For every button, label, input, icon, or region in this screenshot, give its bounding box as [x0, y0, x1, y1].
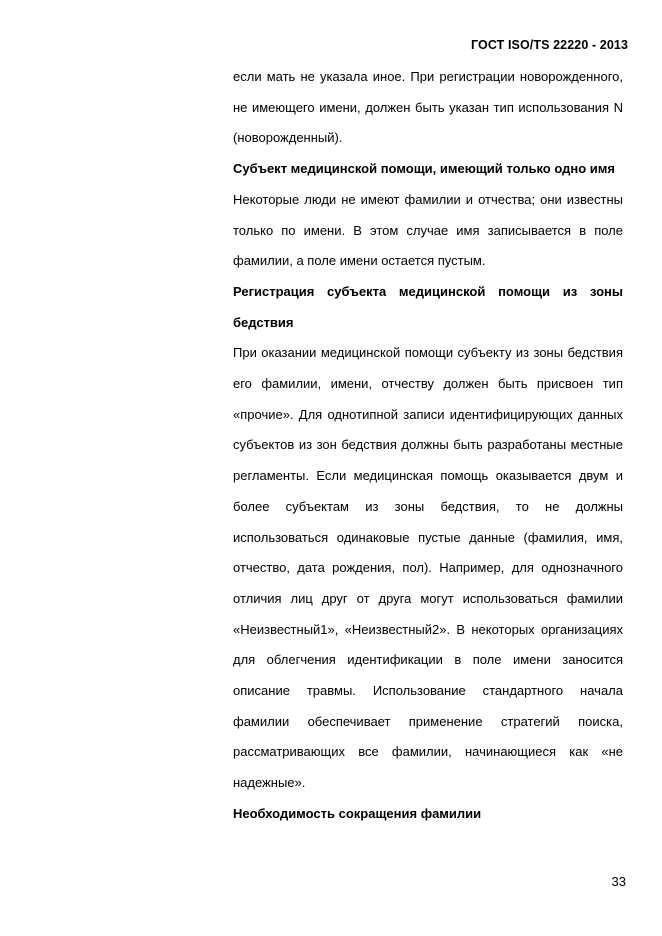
page-number: 33 [611, 874, 626, 889]
paragraph-newborn-registration: если мать не указала иное. При регистрации новорожденного, не имеющего имени, должен быть указан тип использования N (новорожденный). [233, 69, 623, 146]
paragraph-disaster-zone-registration: При оказании медицинской помощи субъекту из зоны бедствия его фамилии, имени, отчеству должен быть присвоен тип «прочие». Для однотипной записи идентифицирующих данных субъектов из зон бедствия должны быть разработаны местные регламенты. Если медицинская помощь оказывается двум и более субъектам из зоны бедствия, то не должны использоваться одинаковые пустые данные (фамилия, имя, отчество, дата рождения, пол). Например, для однозначного отличия лиц друг от друга могут использоваться фамилии «Неизвестный1», «Неизвестный2». В некоторых организациях для облегчения идентификации в поле имени заносится описание травмы. Использование стандартного начала фамилии обеспечивает применение стратегий поиска, рассматривающих все фамилии, начинающиеся как «не надежные». [233, 345, 623, 791]
document-body [233, 62, 623, 830]
paragraph-single-name-subject: Некоторые люди не имеют фамилии и отчества; они известны только по имени. В этом случае имя записывается в поле фамилии, а поле имени остается пустым. [233, 191, 623, 269]
document-header-standard-id: ГОСТ ISO/TS 22220 - 2013 [471, 38, 628, 52]
heading-disaster-zone-registration: Регистрация субъекта медицинской помощи из зоны бедствия [233, 283, 623, 330]
heading-single-name-subject: Субъект медицинской помощи, имеющий только одно имя [233, 161, 615, 177]
heading-surname-abbreviation: Необходимость сокращения фамилии [233, 805, 482, 821]
